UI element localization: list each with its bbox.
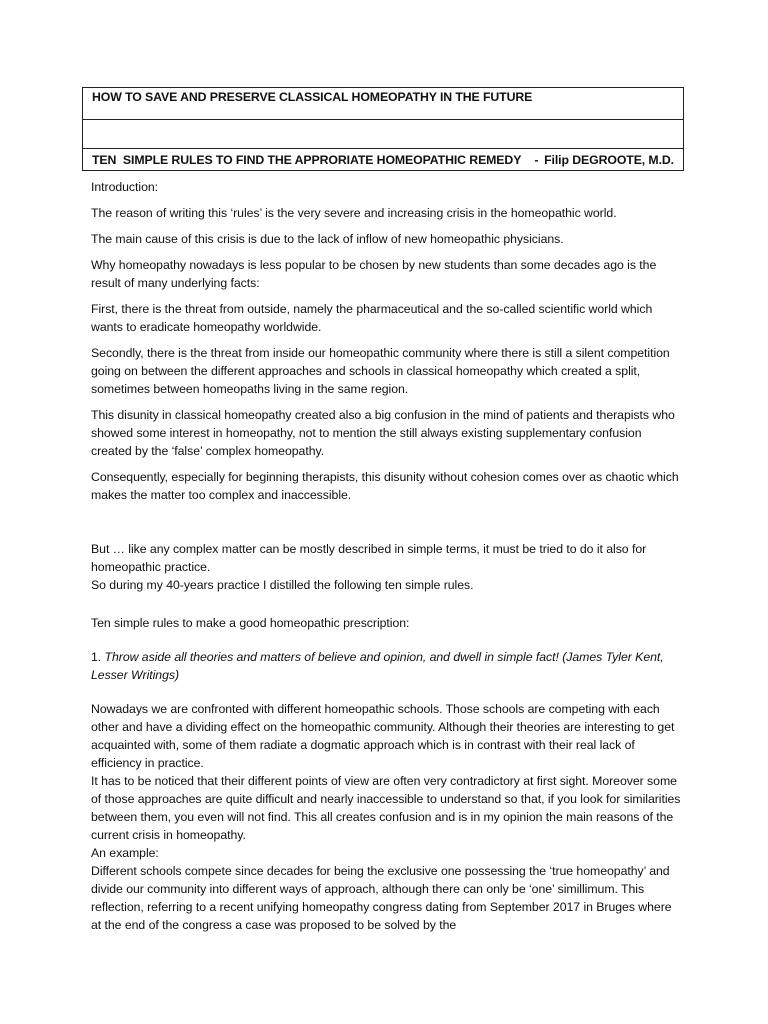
paragraph: Why homeopathy nowadays is less popular to be chosen by new students than some decades ago is the result of many underlying facts:	[91, 258, 657, 290]
rules-heading: Ten simple rules to make a good homeopathic prescription:	[91, 616, 410, 630]
rule-item	[91, 648, 681, 684]
paragraph: It has to be noticed that their different points of view are often very contradictory at first sight. Moreover some of those approaches are quite difficult and nearly inaccessible to understand so that, if you look for similarities between them, you even will not find. This all creates confusion and is in my opinion the main reasons of the current crisis in homeopathy.	[91, 774, 681, 842]
paragraph: The reason of writing this ‘rules’ is the very severe and increasing crisis in the homeopathic world.	[91, 206, 617, 220]
paragraph: This disunity in classical homeopathy created also a big confusion in the mind of patients and therapists who showed some interest in homeopathy, not to mention the still always existing supplementary confusion created by the ‘false’ complex homeopathy.	[91, 408, 675, 458]
subtitle-row	[83, 149, 684, 171]
title-row	[83, 88, 684, 120]
subtitle-cell	[83, 149, 684, 171]
document-body	[91, 178, 681, 934]
document-title: HOW TO SAVE AND PRESERVE CLASSICAL HOMEOPATHY IN THE FUTURE	[83, 88, 684, 120]
paragraph: Nowadays we are confronted with different homeopathic schools. Those schools are competing with each other and have a dividing effect on the homeopathic community. Although their theories are interesting to get acquainted with, some of them radiate a dogmatic approach which is in contrast with their real lack of efficiency in practice.	[91, 702, 675, 770]
paragraph: Consequently, especially for beginning therapists, this disunity without cohesion comes over as chaotic which makes the matter too complex and inaccessible.	[91, 470, 679, 502]
author-name: Filip DEGROOTE, M.D.	[544, 152, 674, 167]
empty-row	[83, 120, 684, 149]
paragraph: First, there is the threat from outside, namely the pharmaceutical and the so-called scientific world which wants to eradicate homeopathy worldwide.	[91, 302, 653, 334]
paragraph: Different schools compete since decades for being the exclusive one possessing the ‘true homeopathy’ and divide our community into different ways of approach, although there can only be ‘one’ simillimum. This reflection, referring to a recent unifying homeopathy congress dating from September 2017 in Bruges where at the end of the congress a case was proposed to be solved by the	[91, 864, 672, 932]
intro-heading: Introduction:	[91, 180, 159, 194]
example-heading: An example:	[91, 846, 159, 860]
empty-cell	[83, 120, 684, 149]
paragraph: Secondly, there is the threat from inside our homeopathic community where there is still a silent competition going on between the different approaches and schools in classical homeopathy which created a split, sometimes between homeopaths living in the same region.	[91, 346, 670, 396]
rule-quote: Throw aside all theories and matters of believe and opinion, and dwell in simple fact! (James Tyler Kent, Lesser Writings)	[91, 650, 664, 682]
rule-number: 1.	[91, 650, 102, 664]
document-subtitle: TEN SIMPLE RULES TO FIND THE APPRORIATE HOMEOPATHIC REMEDY -	[92, 152, 539, 167]
paragraph: The main cause of this crisis is due to the lack of inflow of new homeopathic physicians.	[91, 232, 564, 246]
paragraph: So during my 40-years practice I distilled the following ten simple rules.	[91, 578, 474, 592]
title-table	[82, 87, 684, 171]
paragraph: But … like any complex matter can be mostly described in simple terms, it must be tried to do it also for homeopathic practice.	[91, 542, 647, 574]
